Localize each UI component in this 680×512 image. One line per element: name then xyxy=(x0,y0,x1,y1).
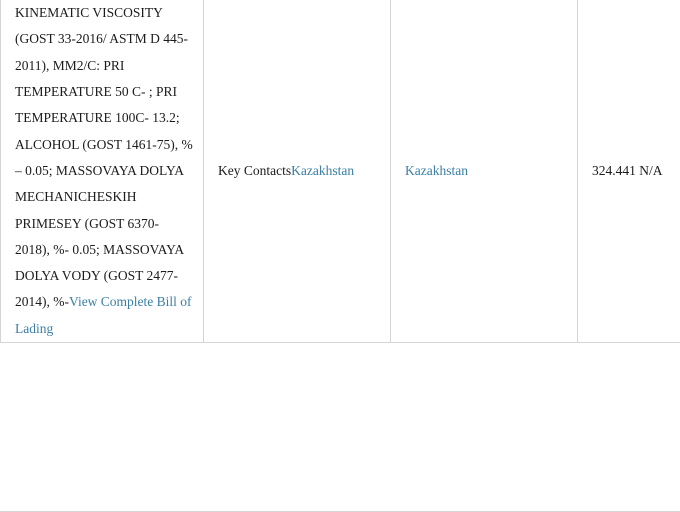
cargo-description-cell xyxy=(1,0,204,343)
key-contacts-country-link[interactable]: Kazakhstan xyxy=(291,162,355,178)
table-row xyxy=(1,0,680,343)
key-contacts-label: Key Contacts xyxy=(218,162,292,178)
country-cell xyxy=(391,0,578,343)
value-text: 324.441 N/A xyxy=(592,162,663,178)
country-link[interactable]: Kazakhstan xyxy=(405,162,468,178)
cargo-description-text: KINEMATIC VISCOSITY (GOST 33-2016/ ASTM D 445-2011), MM2/C: PRI TEMPERATURE 50 C- ; PRI TEMPERATURE 100C- 13.2; ALCOHOL (GOST 1461-75), % – 0.05; MASSOVAYA DOLYA MECHANICHESKIH PRIMESEY (GOST 6370-2018), %- 0.05; MASSOVAYA DOLYA VODY (GOST 2477-2014), %- xyxy=(15,5,193,310)
value-cell xyxy=(578,0,680,343)
view-complete-bill-of-lading-link[interactable]: View Complete Bill of Lading xyxy=(15,294,192,336)
key-contacts-cell xyxy=(204,0,391,343)
